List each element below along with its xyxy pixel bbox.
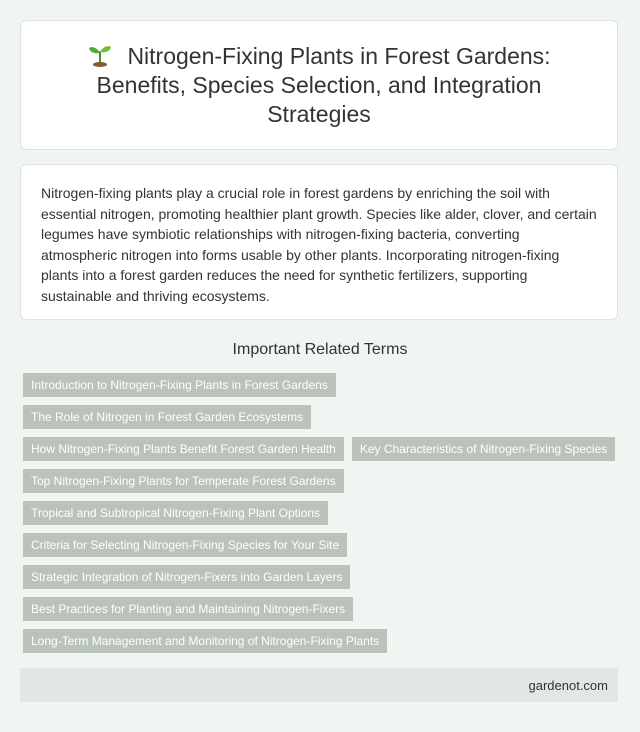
tag-row	[23, 373, 619, 397]
related-terms-heading: Important Related Terms	[232, 341, 408, 358]
summary-text: Nitrogen-fixing plants play a crucial role in forest gardens by enriching the soil with essential nitrogen, promoting healthier plant growth. Species like alder, clover, and certain legumes have symbiotic relationships with nitrogen-fixing bacteria, converting atmospheric nitrogen into forms usable by other plants. Incorporating nitrogen-fixing plants into a forest garden reduces the need for synthetic fertilizers, supporting sustainable and thriving ecosystems.	[41, 185, 597, 304]
tag-row	[23, 469, 619, 493]
tag-row	[23, 597, 619, 621]
summary-card	[20, 164, 618, 320]
related-term-tag[interactable]: How Nitrogen-Fixing Plants Benefit Forest Garden Health	[23, 437, 344, 461]
title-card	[20, 20, 618, 150]
related-term-tag[interactable]: The Role of Nitrogen in Forest Garden Ecosystems	[23, 405, 311, 429]
related-term-tag[interactable]: Strategic Integration of Nitrogen-Fixers into Garden Layers	[23, 565, 350, 589]
tag-row	[23, 533, 619, 557]
page-title	[59, 42, 579, 129]
related-term-tag[interactable]: Top Nitrogen-Fixing Plants for Temperate Forest Gardens	[23, 469, 344, 493]
related-term-tag[interactable]: Best Practices for Planting and Maintaining Nitrogen-Fixers	[23, 597, 353, 621]
tag-row	[23, 437, 619, 461]
tag-row	[23, 629, 619, 653]
tag-row	[23, 501, 619, 525]
related-term-tag[interactable]: Long-Term Management and Monitoring of Nitrogen-Fixing Plants	[23, 629, 387, 653]
tag-row	[23, 565, 619, 589]
tag-row	[23, 405, 619, 429]
page-title-text: Nitrogen-Fixing Plants in Forest Gardens: Benefits, Species Selection, and Integration Strategies	[96, 42, 551, 127]
related-term-tag[interactable]: Criteria for Selecting Nitrogen-Fixing Species for Your Site	[23, 533, 347, 557]
footer	[20, 668, 618, 702]
seedling-icon	[87, 43, 113, 67]
related-term-tag[interactable]: Key Characteristics of Nitrogen-Fixing Species	[352, 437, 615, 461]
related-terms-list	[23, 373, 619, 661]
footer-site-link[interactable]: gardenot.com	[528, 677, 608, 693]
related-term-tag[interactable]: Tropical and Subtropical Nitrogen-Fixing Plant Options	[23, 501, 328, 525]
related-term-tag[interactable]: Introduction to Nitrogen-Fixing Plants in Forest Gardens	[23, 373, 336, 397]
